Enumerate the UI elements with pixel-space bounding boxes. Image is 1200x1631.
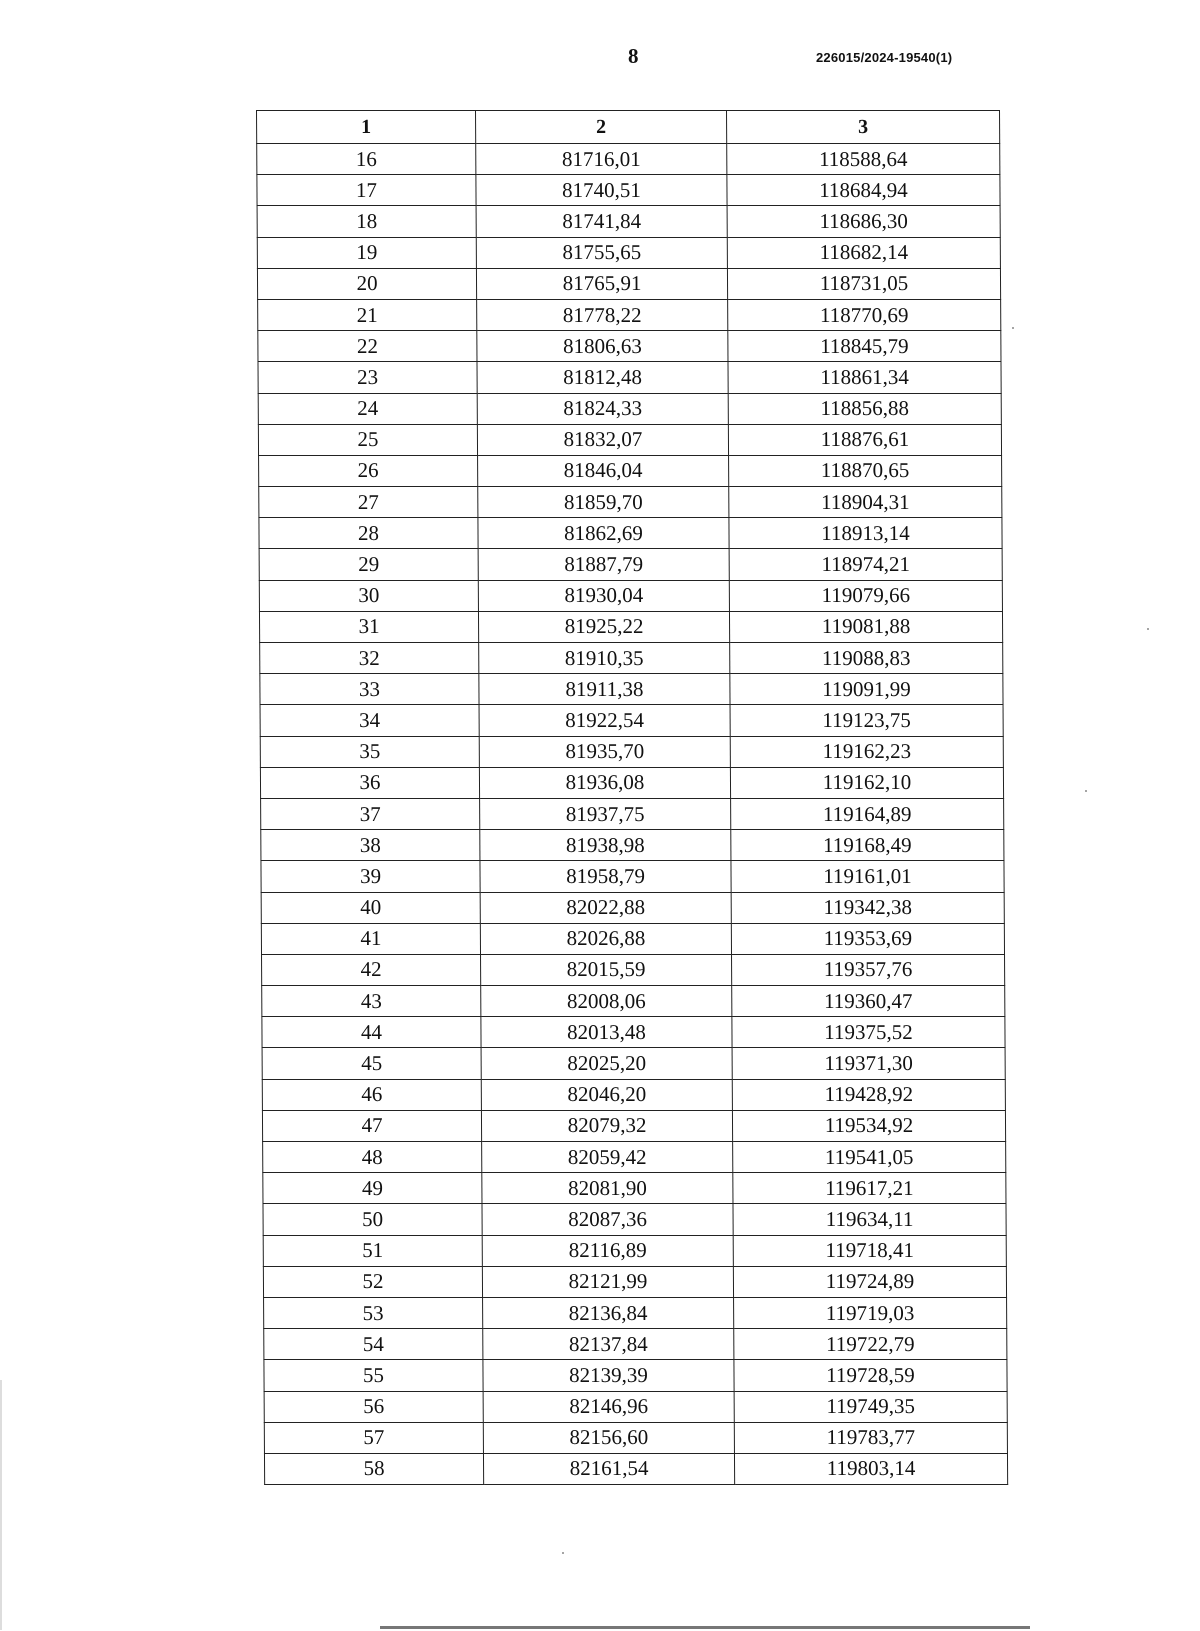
table-row (262, 1110, 1005, 1141)
table-cell-col3: 118904,31 (729, 487, 1002, 518)
table-cell-col1: 20 (257, 268, 476, 299)
table-cell-col1: 30 (259, 580, 478, 611)
table-row (262, 1048, 1005, 1079)
column-header-1: 1 (257, 111, 476, 144)
table-cell-col3: 118870,65 (729, 455, 1002, 486)
column-header-2: 2 (476, 111, 727, 144)
table-row (264, 1329, 1007, 1360)
table-cell-col2: 81937,75 (480, 798, 731, 829)
table-cell-col2: 81887,79 (478, 549, 729, 580)
table-cell-col1: 40 (261, 892, 480, 923)
table-cell-col1: 29 (259, 549, 478, 580)
table-row (263, 1204, 1006, 1235)
table-cell-col3: 119803,14 (734, 1453, 1007, 1484)
table-cell-col1: 31 (259, 611, 478, 642)
table-cell-col2: 81812,48 (477, 362, 728, 393)
table-cell-col3: 119168,49 (731, 830, 1004, 861)
table-row (260, 674, 1003, 705)
table-cell-col1: 28 (259, 518, 478, 549)
table-cell-col1: 19 (257, 237, 476, 268)
table-row (259, 455, 1002, 486)
table-cell-col1: 50 (263, 1204, 482, 1235)
table-cell-col2: 82025,20 (481, 1048, 732, 1079)
table-cell-col3: 119161,01 (731, 861, 1004, 892)
table-row (263, 1142, 1006, 1173)
scan-speck (1147, 628, 1149, 630)
table-cell-col3: 118682,14 (727, 237, 1000, 268)
table-cell-col1: 33 (260, 674, 479, 705)
table-cell-col1: 36 (260, 767, 479, 798)
table-row (258, 299, 1001, 330)
table-cell-col3: 119081,88 (729, 611, 1002, 642)
table-cell-col1: 46 (262, 1079, 481, 1110)
table-cell-col3: 119719,03 (734, 1297, 1007, 1328)
table-cell-col3: 119634,11 (733, 1204, 1006, 1235)
table-cell-col3: 118876,61 (728, 424, 1001, 455)
table-cell-col2: 81806,63 (477, 331, 728, 362)
table-cell-col3: 119357,76 (732, 954, 1005, 985)
table-cell-col1: 32 (260, 643, 479, 674)
table-cell-col3: 119617,21 (733, 1173, 1006, 1204)
table-cell-col2: 81824,33 (477, 393, 728, 424)
table-row (258, 393, 1001, 424)
table-row (257, 175, 1000, 206)
table-cell-col2: 81922,54 (479, 705, 730, 736)
table-cell-col2: 81832,07 (477, 424, 728, 455)
table-row (261, 861, 1004, 892)
table-row (261, 830, 1004, 861)
table-cell-col2: 82116,89 (482, 1235, 733, 1266)
table-cell-col1: 45 (262, 1048, 481, 1079)
table-row (262, 1017, 1005, 1048)
table-cell-col3: 119123,75 (730, 705, 1003, 736)
table-cell-col1: 22 (258, 331, 477, 362)
table-cell-col3: 119375,52 (732, 1017, 1005, 1048)
table-cell-col3: 119360,47 (732, 986, 1005, 1017)
table-cell-col3: 119783,77 (734, 1422, 1007, 1453)
coordinates-table (256, 110, 1008, 1485)
table-cell-col2: 82022,88 (480, 892, 731, 923)
scan-margin-line (0, 1380, 2, 1630)
table-cell-col2: 82161,54 (483, 1453, 734, 1484)
table-cell-col2: 81859,70 (478, 487, 729, 518)
table-cell-col1: 43 (262, 986, 481, 1017)
table-cell-col1: 49 (263, 1173, 482, 1204)
table-cell-col2: 82059,42 (482, 1142, 733, 1173)
table-cell-col2: 81910,35 (479, 643, 730, 674)
table-cell-col2: 81846,04 (478, 455, 729, 486)
table-cell-col3: 118770,69 (728, 299, 1001, 330)
table-row (261, 923, 1004, 954)
table-cell-col3: 118913,14 (729, 518, 1002, 549)
table-cell-col3: 119718,41 (733, 1235, 1006, 1266)
table-cell-col1: 26 (259, 455, 478, 486)
column-header-3: 3 (727, 111, 1000, 144)
table-cell-col3: 118974,21 (729, 549, 1002, 580)
table-cell-col2: 82008,06 (481, 986, 732, 1017)
table-row (257, 206, 1000, 237)
table-row (264, 1360, 1007, 1391)
table-cell-col2: 81740,51 (476, 175, 727, 206)
table-cell-col3: 119728,59 (734, 1360, 1007, 1391)
table-cell-col2: 81925,22 (478, 611, 729, 642)
table-cell-col3: 118731,05 (727, 268, 1000, 299)
table-cell-col2: 81741,84 (476, 206, 727, 237)
table-row (260, 736, 1003, 767)
table-cell-col2: 81778,22 (477, 299, 728, 330)
table-cell-col3: 118861,34 (728, 362, 1001, 393)
table-cell-col1: 55 (264, 1360, 483, 1391)
table-cell-col1: 51 (263, 1235, 482, 1266)
table-cell-col2: 82087,36 (482, 1204, 733, 1235)
table-cell-col1: 52 (263, 1266, 482, 1297)
table-cell-col2: 81938,98 (480, 830, 731, 861)
scan-speck (562, 1552, 564, 1554)
table-cell-col2: 81755,65 (476, 237, 727, 268)
table-cell-col1: 57 (264, 1422, 483, 1453)
table-row (259, 580, 1002, 611)
table-cell-col1: 47 (262, 1110, 481, 1141)
table-cell-col2: 81862,69 (478, 518, 729, 549)
table-cell-col2: 81765,91 (476, 268, 727, 299)
table-cell-col1: 24 (258, 393, 477, 424)
table-row (262, 986, 1005, 1017)
table-row (257, 268, 1000, 299)
table-header-row (257, 111, 1000, 144)
table-cell-col3: 119164,89 (731, 798, 1004, 829)
table-cell-col3: 119534,92 (732, 1110, 1005, 1141)
table-row (263, 1173, 1006, 1204)
table-row (258, 362, 1001, 393)
table-cell-col1: 34 (260, 705, 479, 736)
table-cell-col1: 18 (257, 206, 476, 237)
table-cell-col2: 81716,01 (476, 144, 727, 175)
table-row (262, 1079, 1005, 1110)
table-row (264, 1422, 1007, 1453)
scan-speck (1012, 327, 1014, 329)
table-row (257, 144, 1000, 175)
table-row (264, 1391, 1007, 1422)
table-cell-col2: 81958,79 (480, 861, 731, 892)
table-cell-col1: 53 (264, 1297, 483, 1328)
table-cell-col1: 41 (261, 923, 480, 954)
table-cell-col3: 119724,89 (733, 1266, 1006, 1297)
table-cell-col3: 119541,05 (733, 1142, 1006, 1173)
table-cell-col3: 119371,30 (732, 1048, 1005, 1079)
table-cell-col3: 119079,66 (729, 580, 1002, 611)
table-cell-col2: 82121,99 (482, 1266, 733, 1297)
table-row (258, 424, 1001, 455)
table-cell-col1: 48 (263, 1142, 482, 1173)
table-cell-col1: 23 (258, 362, 477, 393)
table-row (264, 1297, 1007, 1328)
table-row (259, 549, 1002, 580)
table-cell-col1: 25 (258, 424, 477, 455)
table-cell-col2: 82081,90 (482, 1173, 733, 1204)
table-cell-col1: 54 (264, 1329, 483, 1360)
scan-footer-line (380, 1626, 1030, 1629)
table-cell-col2: 82079,32 (481, 1110, 732, 1141)
table-row (257, 237, 1000, 268)
table-cell-col3: 119722,79 (734, 1329, 1007, 1360)
document-reference: 226015/2024-19540(1) (816, 50, 953, 65)
table-cell-col1: 35 (260, 736, 479, 767)
table-cell-col3: 118684,94 (727, 175, 1000, 206)
table-row (259, 518, 1002, 549)
coordinates-table-container (256, 110, 1007, 1485)
table-row (260, 767, 1003, 798)
table-cell-col1: 42 (262, 954, 481, 985)
page-number: 8 (628, 44, 639, 68)
table-cell-col3: 118588,64 (727, 144, 1000, 175)
table-cell-col2: 82046,20 (481, 1079, 732, 1110)
table-row (260, 705, 1003, 736)
table-row (259, 487, 1002, 518)
table-cell-col3: 119342,38 (731, 892, 1004, 923)
table-cell-col1: 39 (261, 861, 480, 892)
table-row (262, 954, 1005, 985)
table-row (260, 643, 1003, 674)
table-cell-col1: 56 (264, 1391, 483, 1422)
table-cell-col3: 119091,99 (730, 674, 1003, 705)
table-cell-col2: 82156,60 (483, 1422, 734, 1453)
table-cell-col2: 82013,48 (481, 1017, 732, 1048)
table-cell-col1: 44 (262, 1017, 481, 1048)
table-cell-col3: 118856,88 (728, 393, 1001, 424)
table-body (257, 144, 1008, 1485)
table-cell-col3: 119749,35 (734, 1391, 1007, 1422)
table-cell-col3: 119428,92 (732, 1079, 1005, 1110)
table-row (263, 1235, 1006, 1266)
table-cell-col2: 81911,38 (479, 674, 730, 705)
table-cell-col1: 38 (261, 830, 480, 861)
table-cell-col2: 82139,39 (483, 1360, 734, 1391)
table-cell-col1: 58 (264, 1453, 483, 1484)
table-cell-col3: 118686,30 (727, 206, 1000, 237)
table-row (259, 611, 1002, 642)
table-cell-col2: 82026,88 (480, 923, 731, 954)
table-cell-col3: 118845,79 (728, 331, 1001, 362)
table-cell-col1: 17 (257, 175, 476, 206)
table-cell-col3: 119088,83 (730, 643, 1003, 674)
table-cell-col3: 119162,10 (730, 767, 1003, 798)
scan-speck (1085, 790, 1087, 792)
table-cell-col2: 82137,84 (483, 1329, 734, 1360)
table-cell-col2: 81935,70 (479, 736, 730, 767)
table-cell-col1: 16 (257, 144, 476, 175)
table-cell-col1: 37 (261, 798, 480, 829)
table-row (261, 892, 1004, 923)
table-row (263, 1266, 1006, 1297)
table-cell-col2: 82136,84 (483, 1297, 734, 1328)
table-cell-col3: 119162,23 (730, 736, 1003, 767)
table-row (264, 1453, 1007, 1484)
table-row (258, 331, 1001, 362)
table-cell-col1: 21 (258, 299, 477, 330)
table-cell-col1: 27 (259, 487, 478, 518)
table-cell-col2: 81930,04 (478, 580, 729, 611)
table-row (261, 798, 1004, 829)
table-cell-col3: 119353,69 (731, 923, 1004, 954)
table-cell-col2: 82015,59 (481, 954, 732, 985)
table-cell-col2: 81936,08 (479, 767, 730, 798)
table-cell-col2: 82146,96 (483, 1391, 734, 1422)
